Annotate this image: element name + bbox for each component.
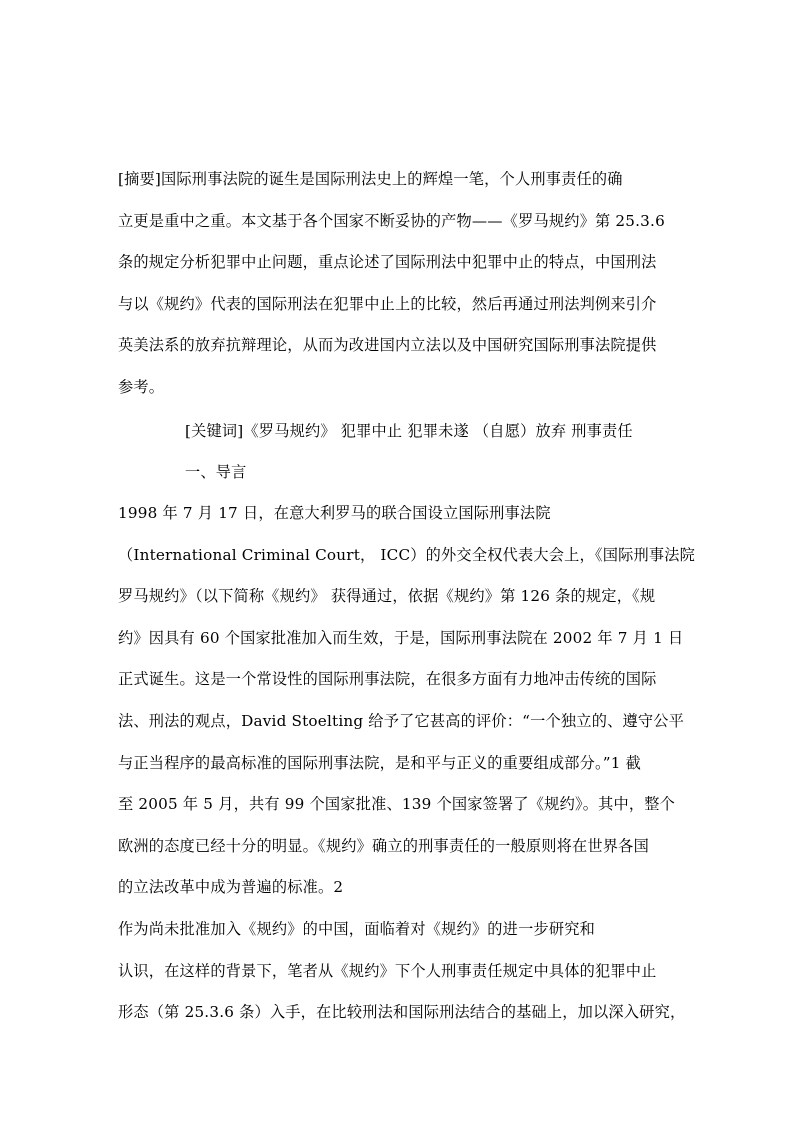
intro-line: 正式诞生。这是一个常设性的国际刑事法院，在很多方面有力地冲击传统的国际 <box>118 670 657 689</box>
section-heading <box>185 452 751 494</box>
intro-line: 欧洲的态度已经十分的明显。《规约》确立的刑事责任的一般原则将在世界各国 <box>118 836 649 855</box>
abstract-line: [摘要]国际刑事法院的诞生是国际刑法史上的辉煌一笔，个人刑事责任的确 <box>118 170 623 188</box>
keywords-text: [关键词]《罗马规约》 犯罪中止 犯罪未遂 （自愿）放弃 刑事责任 <box>185 422 633 440</box>
intro-line: （International Criminal Court， ICC）的外交全权代表大会上，《国际刑事法院 <box>118 545 696 564</box>
abstract-paragraph <box>118 159 684 409</box>
intro-line: 法、刑法的观点，David Stoelting 给予了它甚高的评价：“一个独立的、遵守公平 <box>118 711 685 730</box>
intro-line: 1998 年 7 月 17 日，在意大利罗马的联合国设立国际刑事法院 <box>118 504 551 522</box>
intro-line: 的立法改革中成为普遍的标准。2 <box>118 878 344 897</box>
keywords-line <box>185 411 751 453</box>
abstract-line: 与以《规约》代表的国际刑法在犯罪中止上的比较，然后再通过刑法判例来引介 <box>118 294 657 313</box>
intro-paragraph <box>118 493 696 909</box>
abstract-line: 立更是重中之重。本文基于各个国家不断妥协的产物——《罗马规约》第 25.3.6 <box>118 211 665 230</box>
section-heading-text: 一、导言 <box>185 463 247 481</box>
second-paragraph-line: 形态（第 25.3.6 条）入手，在比较刑法和国际刑法结合的基础上，加以深入研究， <box>118 1003 686 1022</box>
intro-line: 与正当程序的最高标准的国际刑事法院，是和平与正义的重要组成部分。”1 截 <box>118 753 642 772</box>
intro-line: 罗马规约》（以下简称《规约》 获得通过，依据《规约》第 126 条的规定，《规 <box>118 587 656 606</box>
second-paragraph <box>118 909 684 1034</box>
second-paragraph-line: 作为尚未批准加入《规约》的中国，面临着对《规约》的进一步研究和 <box>118 920 596 938</box>
second-paragraph-line: 认识，在这样的背景下，笔者从《规约》下个人刑事责任规定中具体的犯罪中止 <box>118 961 657 980</box>
abstract-line: 参考。 <box>118 377 165 396</box>
abstract-line: 英美法系的放弃抗辩理论，从而为改进国内立法以及中国研究国际刑事法院提供 <box>118 336 657 355</box>
abstract-line: 条的规定分析犯罪中止问题，重点论述了国际刑法中犯罪中止的特点，中国刑法 <box>118 253 657 272</box>
intro-line: 至 2005 年 5 月，共有 99 个国家批准、139 个国家签署了《规约》。其中，整个 <box>118 795 676 814</box>
intro-line: 约》因具有 60 个国家批准加入而生效，于是，国际刑事法院在 2002 年 7 月 1 日 <box>118 628 684 647</box>
